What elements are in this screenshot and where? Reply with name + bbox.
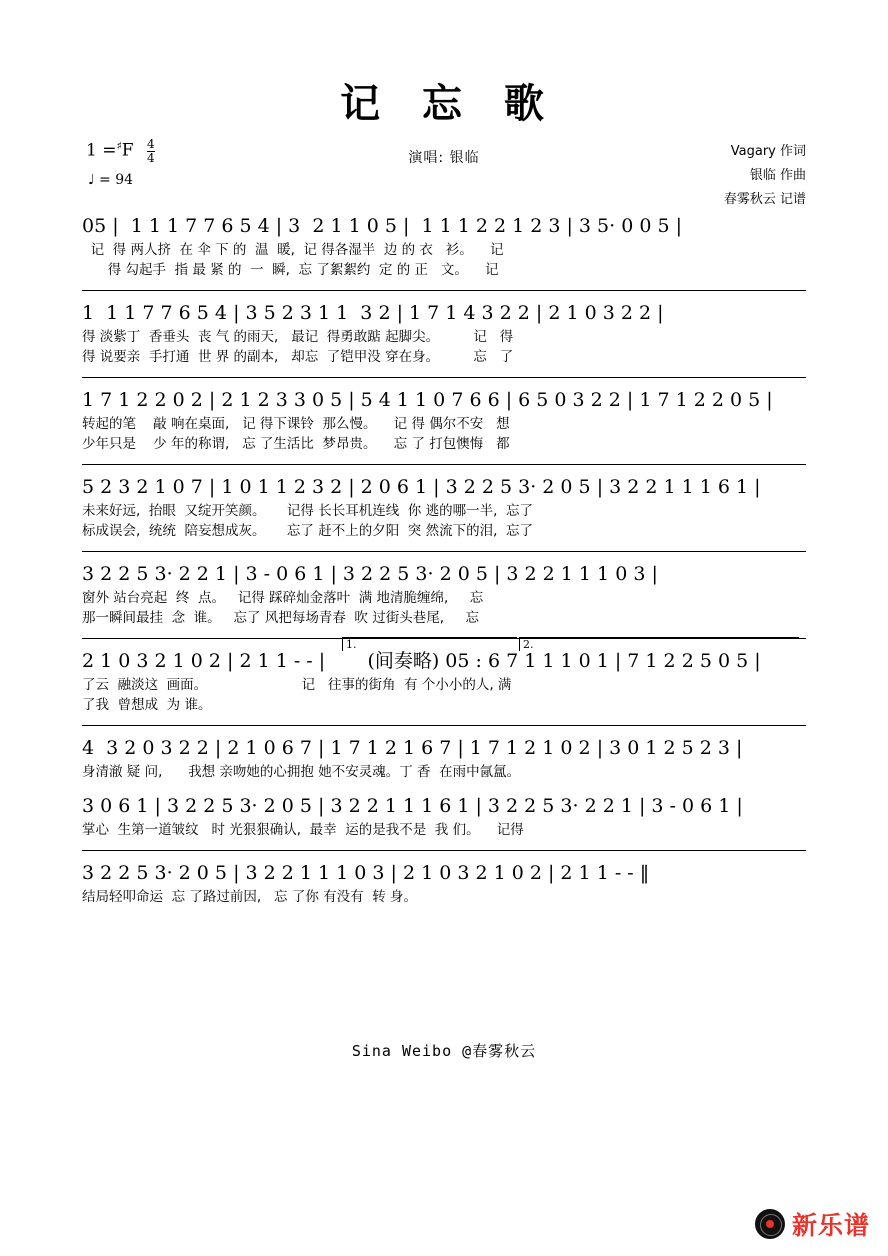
lyric-line-2: 那一瞬间最挂 念 谁。 忘了 风把每场青春 吹 过街头巷尾, 忘: [82, 610, 479, 626]
lyric-line-2: 了我 曾想成 为 谁。: [82, 697, 212, 713]
lyric-line-1: 记 得 两人挤 在 伞 下 的 温 暖, 记 得各湿半 边 的 衣 衫。 记: [82, 242, 504, 258]
volta-bracket-1: [342, 637, 517, 651]
music-system: [82, 560, 806, 629]
music-system: [82, 859, 806, 908]
notation-line: 5 2 3 2 1 0 7 | 1 0 1 1 2 3 2 | 2 0 6 1 | 3 2 2 5 3· 2 0 5 | 3 2 2 1 1 1 6 1 |: [82, 476, 761, 498]
volta-bracket-2: [519, 637, 799, 651]
lyric-line-1: 身清澈 疑 问, 我想 亲吻她的心拥抱 她不安灵魂。丁 香 在雨中氤氲。: [82, 764, 521, 780]
credits-block: [724, 140, 806, 212]
lyric-line-1: 掌心 生第一道皱纹 时 光狠狠确认, 最幸 运的是我不是 我 们。 记得: [82, 822, 524, 838]
time-signature: [147, 138, 155, 164]
music-system: [82, 212, 806, 281]
music-system: [82, 386, 806, 455]
system-divider: [82, 464, 806, 465]
key-label: 1 =: [86, 140, 117, 161]
system-divider: [82, 725, 806, 726]
lyric-line-1: 结局轻叩命运 忘 了路过前因, 忘 了你 有没有 转 身。: [82, 889, 417, 905]
notation-line: 05 | 1 1 1 7 7 6 5 4 | 3 2 1 1 0 5 | 1 1 1 2 2 1 2 3 | 3 5· 0 0 5 |: [82, 215, 682, 237]
notation-line: 3 2 2 5 3· 2 0 5 | 3 2 2 1 1 1 0 3 | 2 1 0 3 2 1 0 2 | 2 1 1 - - ‖: [82, 862, 650, 884]
system-divider: [82, 551, 806, 552]
key-accidental: ♯: [116, 139, 122, 153]
lyric-line-2: 少年只是 少 年的称谓, 忘 了生活比 梦昂贵。 忘 了 打包懊悔 都: [82, 436, 510, 452]
page-title: 记 忘 歌: [340, 81, 558, 127]
credit-lyricist: Vagary 作词: [730, 144, 806, 159]
lyric-line-1: 得 淡紫丁 香垂头 丧 气 的雨天, 最记 得勇敢踮 起脚尖。 记 得: [82, 329, 514, 345]
lyric-line-1: 窗外 站台亮起 终 点。 记得 踩碎灿金落叶 满 地清脆缠绵, 忘: [82, 590, 484, 606]
music-system: [82, 299, 806, 368]
system-divider: [82, 290, 806, 291]
key-signature: [86, 138, 155, 164]
volta-label-1: 1.: [346, 638, 357, 651]
notation-line: 1 1 1 7 7 6 5 4 | 3 5 2 3 1 1 3 2 | 1 7 1 4 3 2 2 | 2 1 0 3 2 2 |: [82, 302, 664, 324]
lyric-line-1: 转起的笔 敲 响在桌面, 记 得下课铃 那么慢。 记 得 偶尔不安 想: [82, 416, 510, 432]
credit-transcriber: 春雾秋云 记谱: [723, 192, 806, 208]
lyric-line-1: 未来好远, 抬眼 又绽开笑颜。 记得 长长耳机连线 你 逃的哪一半, 忘了: [82, 503, 533, 519]
watermark-brand: 新乐谱: [791, 1211, 870, 1240]
music-system: [82, 473, 806, 542]
music-system: [82, 734, 806, 783]
lyric-line-1: 了云 融淡这 画面。 记 往事的街角 有 个小小的人, 满: [82, 677, 512, 693]
system-divider: [82, 377, 806, 378]
lyric-line-2: 得 勾起手 指 最 紧 的 一 瞬, 忘 了絮絮约 定 的 正 文。 记: [82, 262, 499, 278]
performer-line: 演唱: 银临: [408, 150, 480, 166]
lyric-line-2: 得 说要亲 手打通 世 界 的副本, 却忘 了铠甲没 穿在身。 忘 了: [82, 349, 514, 365]
music-systems: [0, 212, 888, 917]
footer-signature: Sina Weibo @春雾秋云: [351, 1042, 537, 1060]
notation-line: 3 2 2 5 3· 2 2 1 | 3 - 0 6 1 | 3 2 2 5 3· 2 0 5 | 3 2 2 1 1 1 0 3 |: [82, 563, 658, 585]
record-disc-icon: [755, 1209, 785, 1239]
lyric-line-2: 标成误会, 统统 陪妄想成灰。 忘了 赶不上的夕阳 突 然流下的泪, 忘了: [82, 523, 533, 539]
system-divider: [82, 850, 806, 851]
notation-line: 2 1 0 3 2 1 0 2 | 2 1 1 - - | (间奏略) 05 : 6 7 1 1 1 0 1 | 7 1 2 2 5 0 5 |: [82, 650, 761, 672]
music-system: [82, 638, 806, 716]
key-letter: F: [121, 140, 134, 161]
notation-line: 4 3 2 0 3 2 2 | 2 1 0 6 7 | 1 7 1 2 1 6 7 | 1 7 1 2 1 0 2 | 3 0 1 2 5 2 3 |: [82, 737, 743, 759]
time-signature-denominator: 4: [147, 150, 155, 165]
tempo-marking: ♩ = 94: [88, 172, 134, 188]
volta-label-2: 2.: [523, 638, 534, 651]
credit-composer: 银临 作曲: [749, 168, 806, 184]
notation-line: 1 7 1 2 2 0 2 | 2 1 2 3 3 0 5 | 5 4 1 1 0 7 6 6 | 6 5 0 3 2 2 | 1 7 1 2 2 0 5 |: [82, 389, 773, 411]
time-signature-numerator: 4: [147, 137, 155, 151]
music-system: [82, 792, 806, 841]
watermark-logo: [755, 1206, 870, 1242]
notation-line: 3 0 6 1 | 3 2 2 5 3· 2 0 5 | 3 2 2 1 1 1 6 1 | 3 2 2 5 3· 2 2 1 | 3 - 0 6 1 |: [82, 795, 743, 817]
